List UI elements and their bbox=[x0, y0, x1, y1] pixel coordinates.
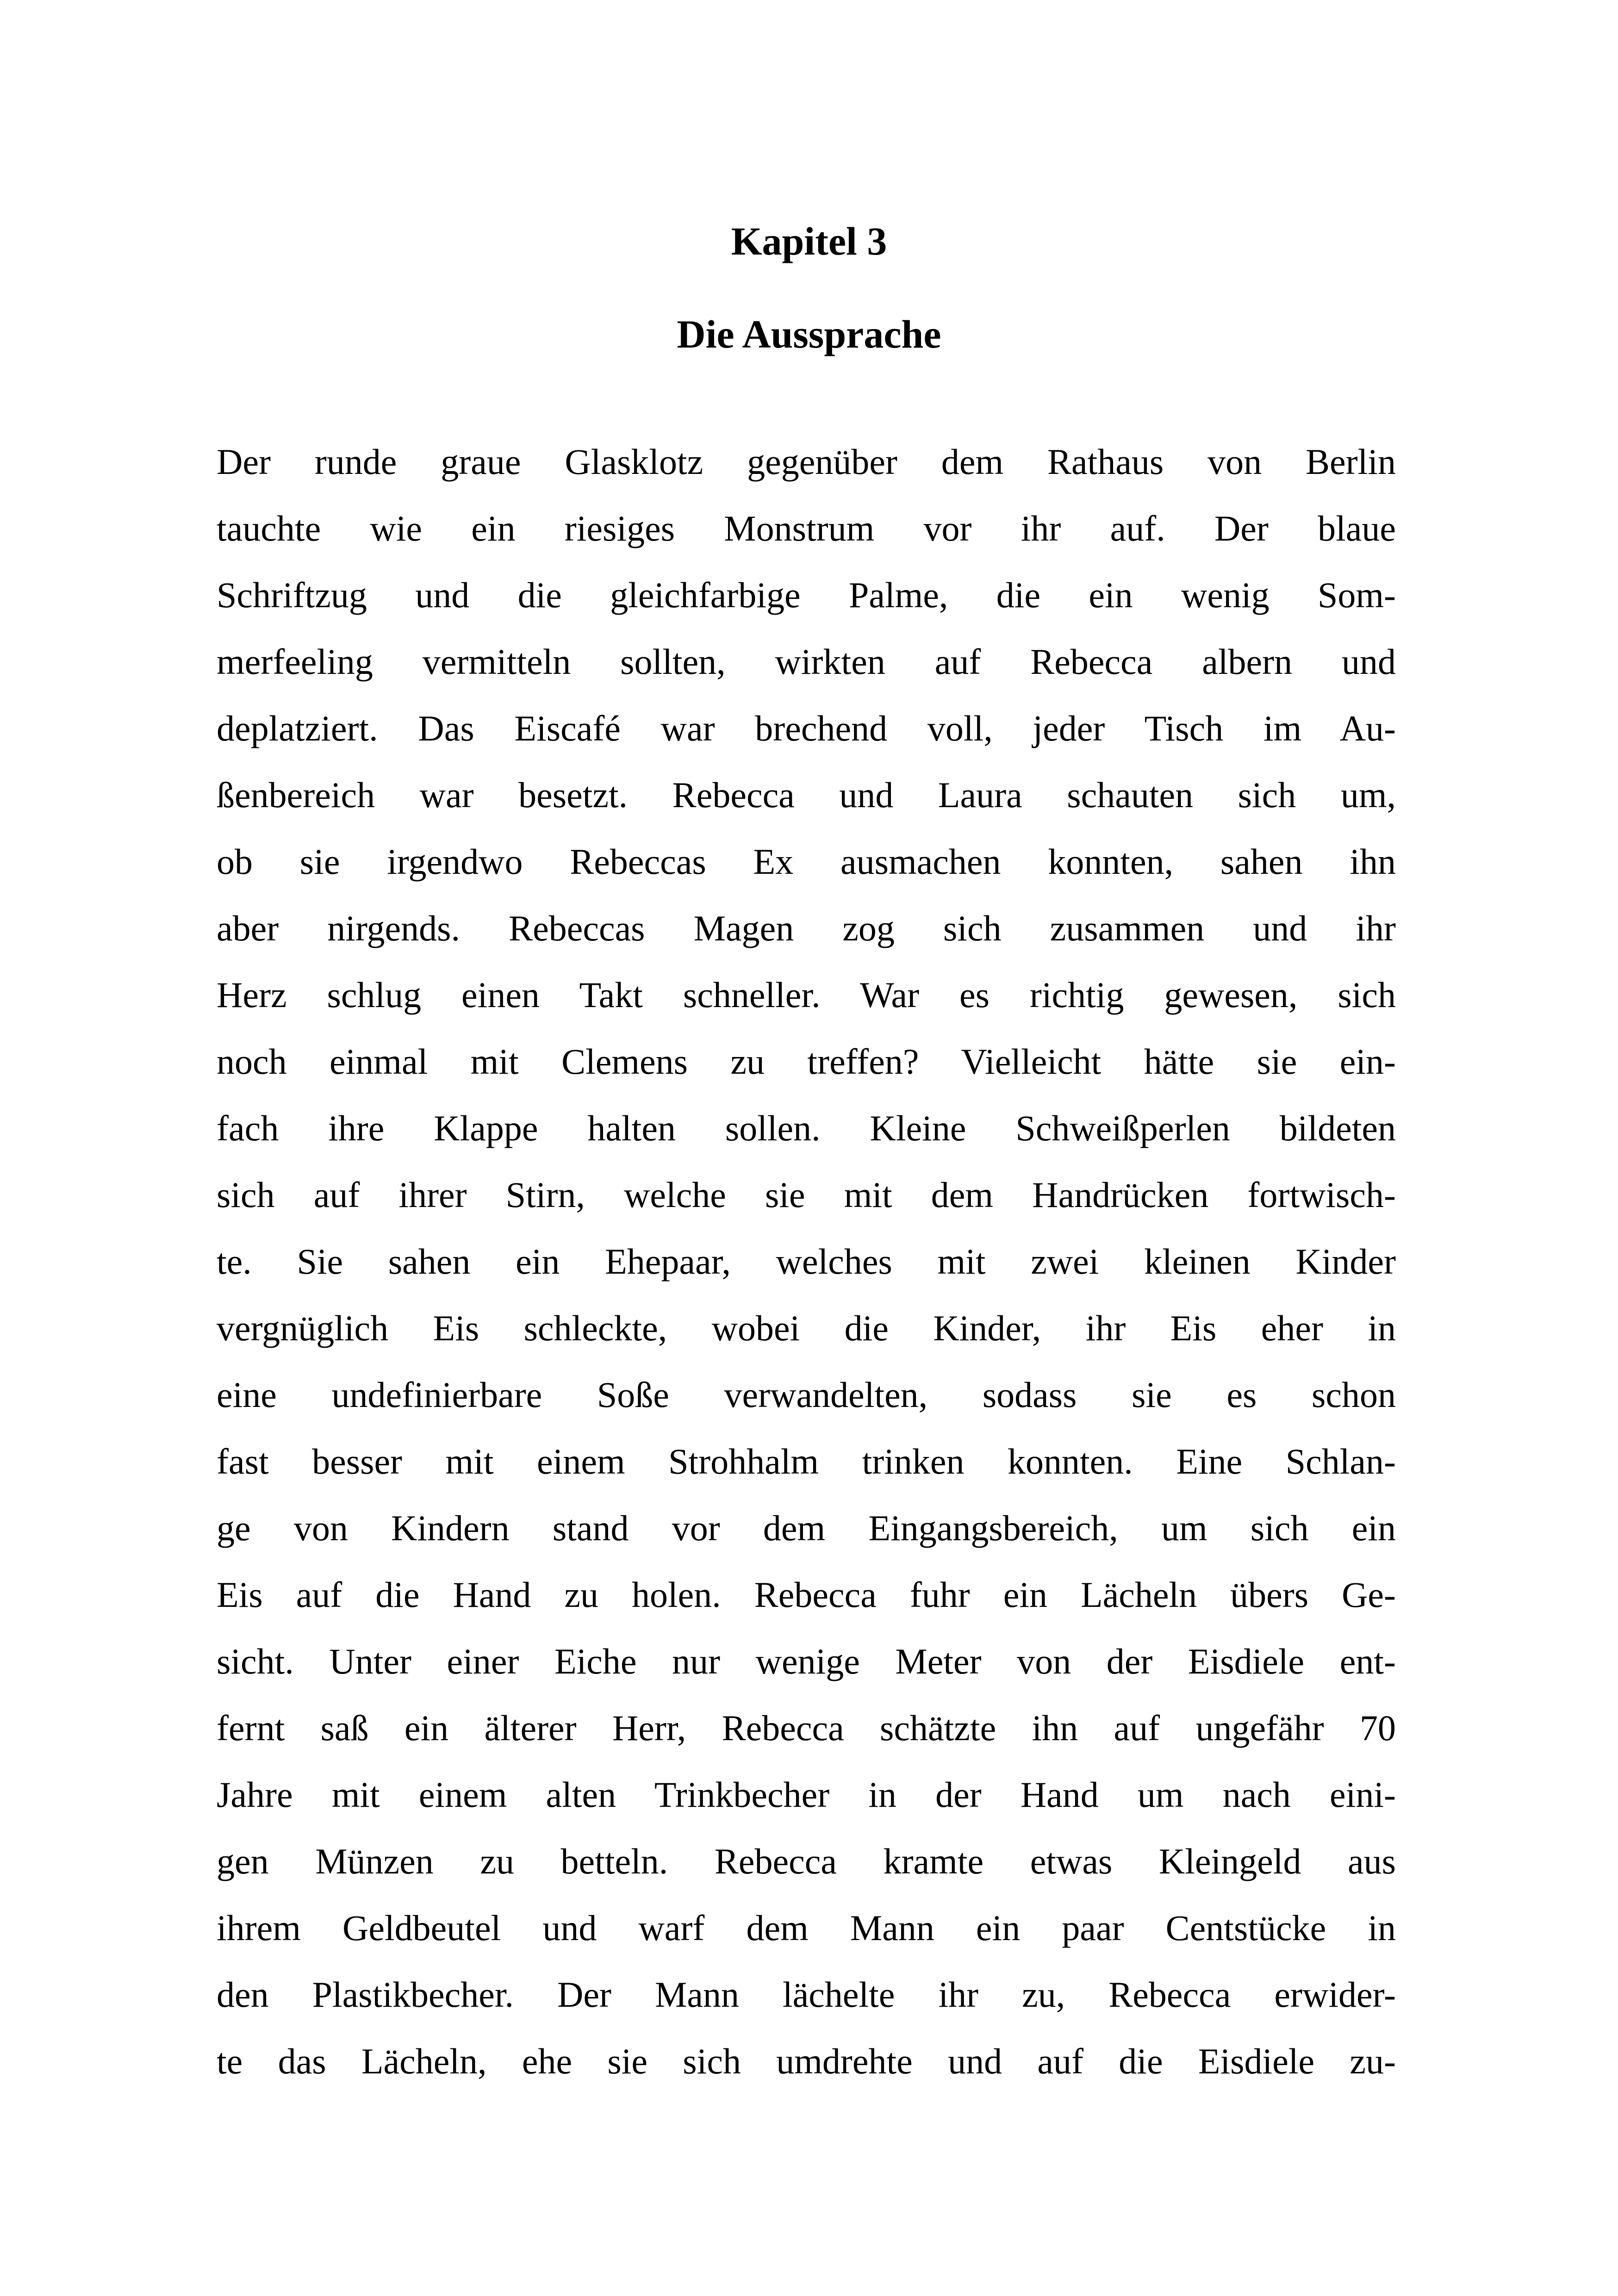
chapter-heading: Kapitel 3 bbox=[731, 219, 887, 263]
text-line: sich auf ihrer Stirn, welche sie mit dem Handrücken fortwisch- bbox=[217, 1175, 1396, 1215]
text-line: fast besser mit einem Strohhalm trinken konnten. Eine Schlan- bbox=[217, 1441, 1396, 1482]
text-line: aber nirgends. Rebeccas Magen zog sich zusammen und ihr bbox=[217, 908, 1396, 949]
text-line: te das Lächeln, ehe sie sich umdrehte und auf die Eisdiele zu- bbox=[217, 2041, 1396, 2082]
text-line: deplatziert. Das Eiscafé war brechend voll, jeder Tisch im Au- bbox=[217, 708, 1396, 749]
text-line: gen Münzen zu betteln. Rebecca kramte etwas Kleingeld aus bbox=[217, 1841, 1396, 1882]
text-line: Der runde graue Glasklotz gegenüber dem Rathaus von Berlin bbox=[217, 442, 1396, 482]
text-line: tauchte wie ein riesiges Monstrum vor ihr auf. Der blaue bbox=[217, 508, 1396, 549]
text-line: ihrem Geldbeutel und warf dem Mann ein paar Centstücke in bbox=[217, 1908, 1396, 1948]
text-line: Schriftzug und die gleichfarbige Palme, die ein wenig Som- bbox=[217, 575, 1396, 616]
text-line: te. Sie sahen ein Ehepaar, welches mit zwei kleinen Kinder bbox=[217, 1241, 1396, 1282]
text-line: Herz schlug einen Takt schneller. War es richtig gewesen, sich bbox=[217, 975, 1396, 1015]
text-line: vergnüglich Eis schleckte, wobei die Kinder, ihr Eis eher in bbox=[217, 1308, 1396, 1349]
text-line: ge von Kindern stand vor dem Eingangsbereich, um sich ein bbox=[217, 1508, 1396, 1549]
text-line: merfeeling vermitteln sollten, wirkten auf Rebecca albern und bbox=[217, 641, 1396, 682]
text-line: fernt saß ein älterer Herr, Rebecca schätzte ihn auf ungefähr 70 bbox=[217, 1708, 1396, 1748]
chapter-subheading: Die Aussprache bbox=[677, 312, 941, 357]
body-text bbox=[217, 429, 1396, 2095]
text-line: Eis auf die Hand zu holen. Rebecca fuhr ein Lächeln übers Ge- bbox=[217, 1574, 1396, 1615]
text-line: den Plastikbecher. Der Mann lächelte ihr zu, Rebecca erwider- bbox=[217, 1974, 1396, 2015]
text-line: noch einmal mit Clemens zu treffen? Vielleicht hätte sie ein- bbox=[217, 1041, 1396, 1082]
text-line: Jahre mit einem alten Trinkbecher in der Hand um nach eini- bbox=[217, 1774, 1396, 1815]
text-line: ßenbereich war besetzt. Rebecca und Laura schauten sich um, bbox=[217, 775, 1396, 815]
text-line: sicht. Unter einer Eiche nur wenige Meter von der Eisdiele ent- bbox=[217, 1641, 1396, 1682]
text-line: eine undefinierbare Soße verwandelten, sodass sie es schon bbox=[217, 1375, 1396, 1415]
text-line: fach ihre Klappe halten sollen. Kleine Schweißperlen bildeten bbox=[217, 1108, 1396, 1149]
text-line: ob sie irgendwo Rebeccas Ex ausmachen konnten, sahen ihn bbox=[217, 841, 1396, 882]
